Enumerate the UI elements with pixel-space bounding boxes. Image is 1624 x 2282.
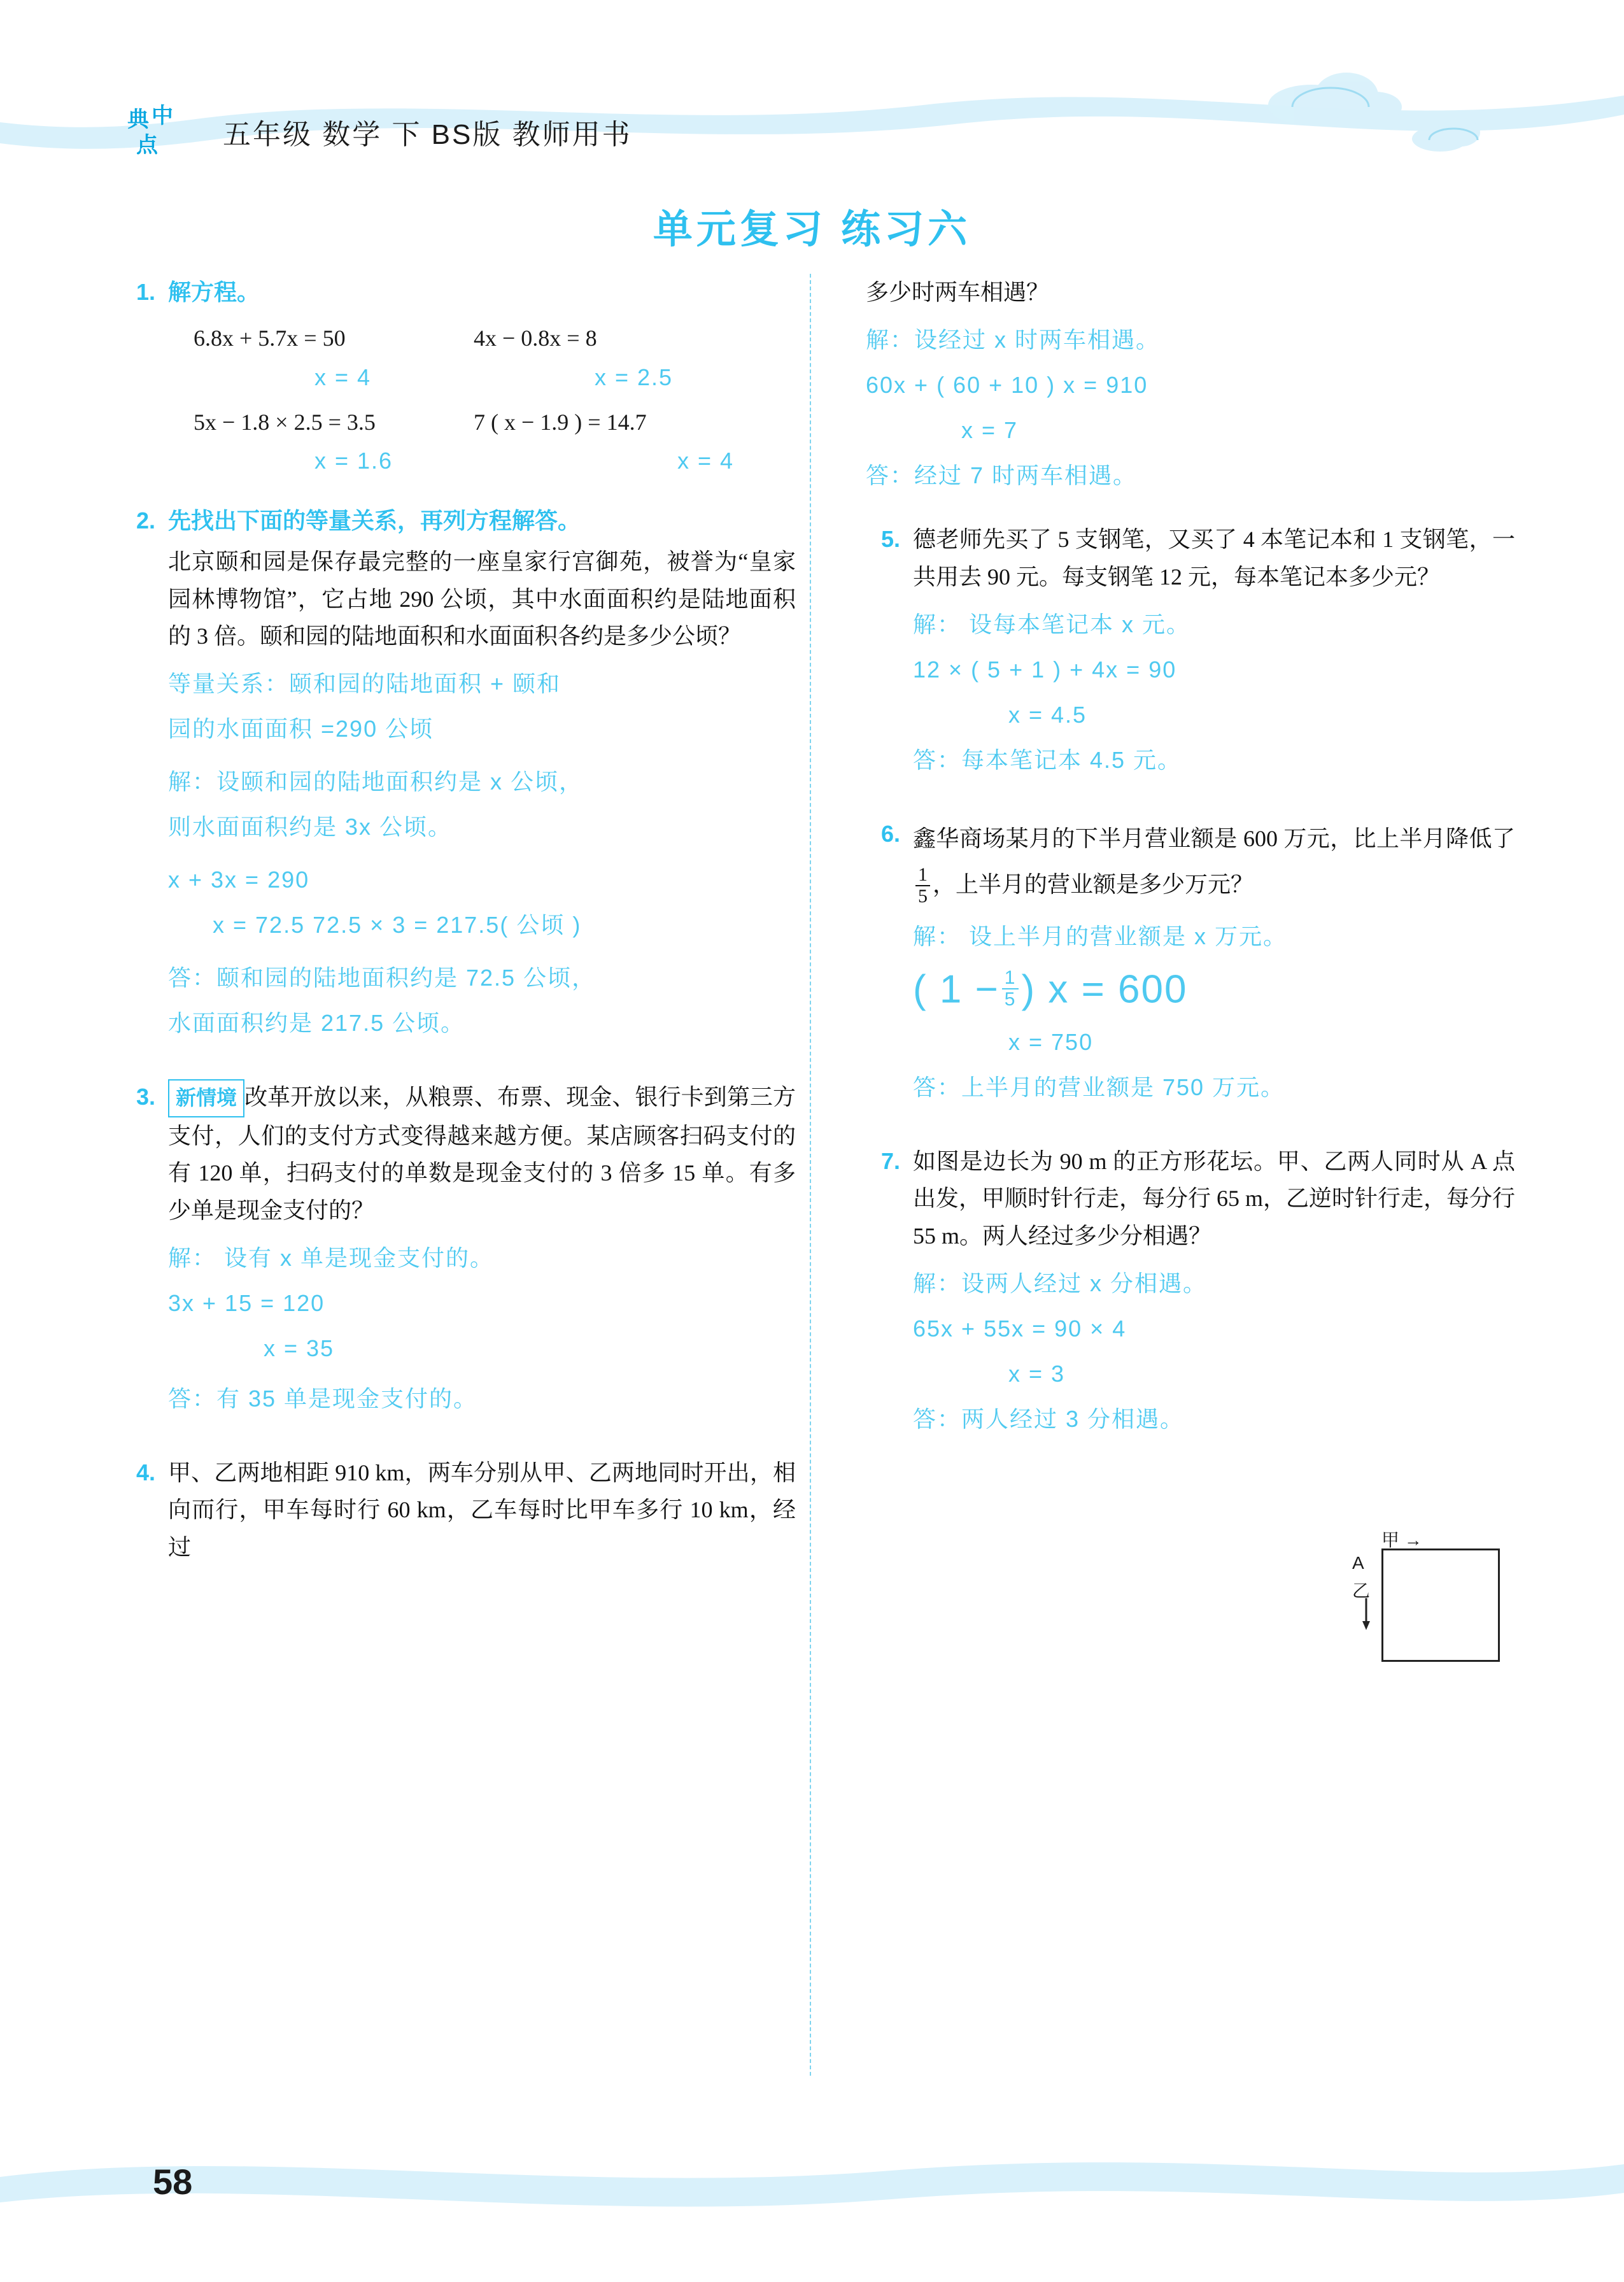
problem-6-number: 6. xyxy=(880,820,900,847)
problem-6-ans-4: 答：上半月的营业额是 750 万元。 xyxy=(913,1074,1285,1101)
page-title: 单元复习 练习六 xyxy=(653,208,971,252)
problem-1-ans-2a: x = 1.6 xyxy=(314,447,393,474)
problem-7-ans-2: 65x + 55x = 90 × 4 xyxy=(913,1315,1127,1342)
brand-logo xyxy=(127,102,197,157)
problem-6-eq-fraction-denominator: 5 xyxy=(1002,988,1019,1010)
problem-1-ans-1a: x = 4 xyxy=(314,364,372,390)
logo-char-1: 典 xyxy=(127,108,149,132)
logo-char-3: 点 xyxy=(136,133,158,157)
problem-4-continued xyxy=(866,274,1515,495)
problem-7-ans-3: x = 3 xyxy=(1008,1361,1066,1387)
problem-1-ans-1b: x = 2.5 xyxy=(595,364,674,390)
problem-3-stem-wrap xyxy=(168,1079,796,1229)
page-number: 58 xyxy=(153,2162,193,2202)
problem-1-eq-1b: 4x − 0.8x = 8 xyxy=(474,325,597,351)
problem-6-stem-post: ，上半月的营业额是多少万元？ xyxy=(933,871,1254,897)
problem-2-ans-7: 答：颐和园的陆地面积约是 72.5 公顷， xyxy=(168,965,597,991)
problem-1-eq-2b: 7 ( x − 1.9 ) = 14.7 xyxy=(474,409,647,435)
problem-5-ans-3: x = 4.5 xyxy=(1008,701,1087,728)
problem-1 xyxy=(121,274,796,481)
left-column xyxy=(121,274,796,1587)
column-divider xyxy=(810,274,811,2076)
problem-6-ans-equation xyxy=(913,968,1515,1010)
problem-5-ans-1: 解： 设每本笔记本 x 元。 xyxy=(913,611,1191,637)
problem-6-eq-fraction-numerator: 1 xyxy=(1004,967,1017,989)
problem-1-eq-2a: 5x − 1.8 × 2.5 = 3.5 xyxy=(194,409,376,435)
problem-3-number: 3. xyxy=(136,1084,155,1110)
problem-2-stem: 北京颐和园是保存最完整的一座皇家行宫御苑，被誉为“皇家园林博物馆”，它占地 290 公顷，其中水面面积约是陆地面积的 3 倍。颐和园的陆地面积和水面面积各约是多少公顷？ xyxy=(168,549,796,649)
problem-6-eq-fraction xyxy=(1002,968,1019,1009)
problem-3-ans-3: x = 35 xyxy=(264,1335,335,1361)
problem-2-ans-3: 解：设颐和园的陆地面积约是 x 公顷， xyxy=(168,769,584,795)
problem-4-stem: 甲、乙两地相距 910 km，两车分别从甲、乙两地同时开出，相向而行，甲车每时行 60 km，乙车每时比甲车多行 10 km，经过 xyxy=(168,1459,796,1560)
problem-3-ans-1: 解： 设有 x 单是现金支付的。 xyxy=(168,1244,495,1271)
problem-5-ans-4: 答：每本笔记本 4.5 元。 xyxy=(913,746,1182,773)
problem-6-fraction-numerator: 1 xyxy=(918,864,928,886)
problem-3-ans-4: 答：有 35 单是现金支付的。 xyxy=(168,1385,478,1412)
figure-label-yi: 乙 xyxy=(1352,1581,1371,1601)
problem-1-number: 1. xyxy=(136,279,155,305)
problem-6-ans-3: x = 750 xyxy=(1008,1029,1094,1056)
problem-7-ans-1: 解：设两人经过 x 分相遇。 xyxy=(913,1270,1208,1297)
logo-char-2: 中 xyxy=(152,104,173,128)
problem-3-stem: 改革开放以来，从粮票、布票、现金、银行卡到第三方支付，人们的支付方式变得越来越方便。某店顾客扫码支付的有 120 单，扫码支付的单数是现金支付的 3 倍多 15 单。有多少单是现金支付的？ xyxy=(168,1084,796,1223)
figure-arrow xyxy=(1343,1522,1509,1675)
problem-5-ans-2: 12 × ( 5 + 1 ) + 4x = 90 xyxy=(913,656,1177,683)
problem-4-number: 4. xyxy=(136,1459,155,1485)
footer-band xyxy=(0,2120,1624,2279)
problem-4-ans-2: 60x + ( 60 + 10 ) x = 910 xyxy=(866,372,1148,399)
book-title: 五年级 数学 下 BS版 教师用书 xyxy=(223,119,632,150)
problem-3 xyxy=(121,1079,796,1419)
problem-1-stem: 解方程。 xyxy=(168,280,260,305)
right-column xyxy=(866,274,1516,1601)
problem-7-figure xyxy=(1343,1522,1509,1675)
problem-6-stem xyxy=(913,816,1515,907)
problem-6-eq-post: ) x = 600 xyxy=(1021,967,1188,1012)
problem-1-ans-2b: x = 4 xyxy=(677,447,735,474)
problem-6-fraction xyxy=(915,865,930,906)
problem-4-ans-4: 答：经过 7 时两车相遇。 xyxy=(866,462,1138,489)
problem-2-number: 2. xyxy=(136,507,155,534)
problem-5 xyxy=(866,521,1515,780)
problem-6 xyxy=(866,816,1515,1107)
problem-7 xyxy=(866,1143,1515,1439)
problem-2-ans-2: 园的水面面积 =290 公顷 xyxy=(168,716,434,742)
problem-2-ans-1: 等量关系：颐和园的陆地面积 + 颐和 xyxy=(168,670,561,697)
figure-label-a: A xyxy=(1352,1553,1364,1573)
problem-2-stem-blue: 先找出下面的等量关系，再列方程解答。 xyxy=(168,507,581,534)
problem-6-stem-pre: 鑫华商场某月的下半月营业额是 600 万元，比上半月降低了 xyxy=(913,825,1515,851)
figure-label-jia: 甲 → xyxy=(1381,1530,1422,1550)
problem-3-ans-2: 3x + 15 = 120 xyxy=(168,1289,325,1316)
problem-5-number: 5. xyxy=(880,526,900,553)
problem-4 xyxy=(121,1454,796,1566)
problem-5-stem: 德老师先买了 5 支钢笔，又买了 4 本笔记本和 1 支钢笔，一共用去 90 元。每支钢笔 12 元，每本笔记本多少元？ xyxy=(913,527,1515,590)
problem-6-ans-1: 解： 设上半月的营业额是 x 万元。 xyxy=(913,923,1288,950)
problem-4-ans-3: x = 7 xyxy=(961,417,1019,444)
problem-7-number: 7. xyxy=(880,1148,900,1175)
problem-4-stem-cont: 多少时两车相遇？ xyxy=(866,280,1050,305)
problem-2-ans-6: x = 72.5 72.5 × 3 = 217.5( 公顷 ) xyxy=(213,912,582,939)
problem-3-badge: 新情境 xyxy=(168,1079,244,1117)
problem-4-ans-1: 解：设经过 x 时两车相遇。 xyxy=(866,327,1161,353)
problem-6-fraction-denominator: 5 xyxy=(915,885,930,907)
problem-2-ans-4: 则水面面积约是 3x 公顷。 xyxy=(168,814,453,840)
problem-6-eq-pre: ( 1 − xyxy=(913,967,999,1012)
problem-7-stem: 如图是边长为 90 m 的正方形花坛。甲、乙两人同时从 A 点出发，甲顺时针行走，每分行 65 m，乙逆时针行走，每分行 55 m。两人经过多少分相遇？ xyxy=(913,1149,1516,1249)
problem-2-ans-5: x + 3x = 290 xyxy=(168,867,310,893)
problem-2-ans-8: 水面面积约是 217.5 公顷。 xyxy=(168,1010,465,1037)
problem-2 xyxy=(121,502,796,1043)
problem-7-ans-4: 答：两人经过 3 分相遇。 xyxy=(913,1406,1185,1433)
problem-1-eq-1a: 6.8x + 5.7x = 50 xyxy=(194,325,346,351)
header-band xyxy=(0,0,1624,191)
